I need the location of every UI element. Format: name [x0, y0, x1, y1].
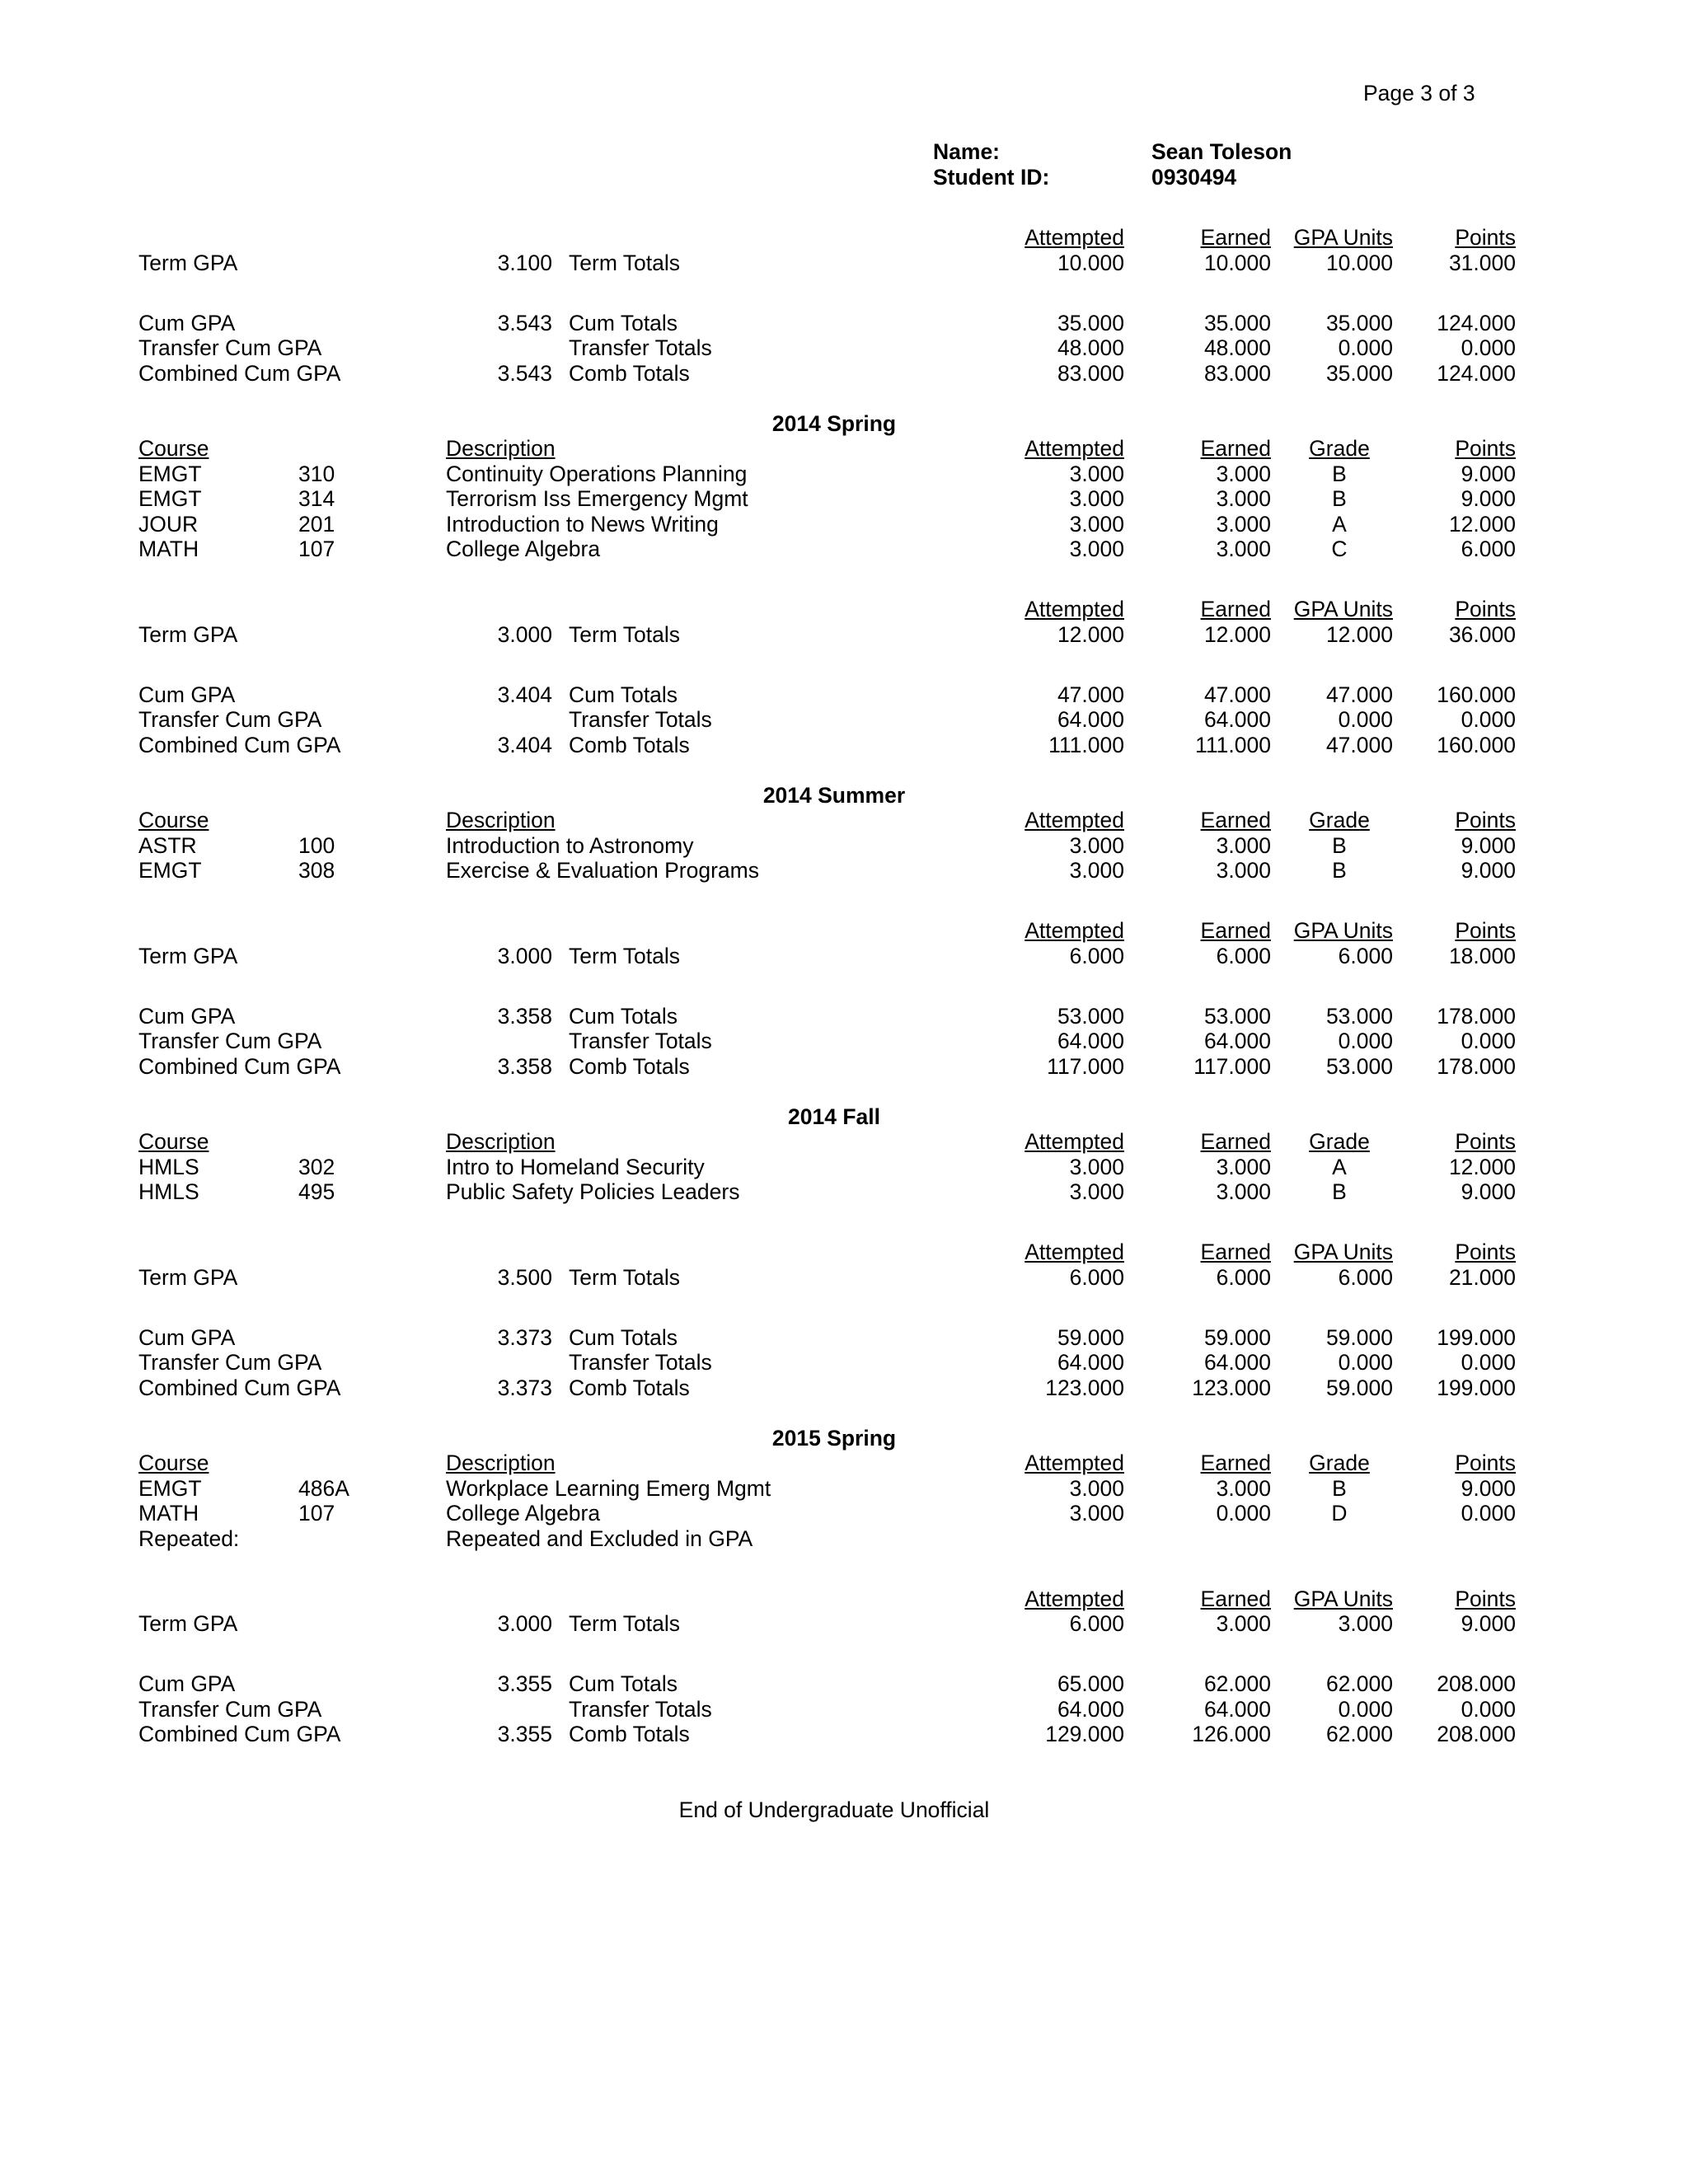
- course-subject: JOUR: [138, 511, 199, 537]
- course-attempted: 3.000: [1069, 486, 1124, 511]
- course-attempted: 3.000: [1069, 1501, 1124, 1526]
- term-gpa-units: 3.000: [1338, 1611, 1393, 1636]
- course-points: 6.000: [1461, 537, 1516, 561]
- term-gpa-units: 10.000: [1325, 250, 1393, 275]
- repeat-note-text: Repeated and Excluded in GPA: [446, 1526, 753, 1551]
- cum-label: Cum GPA: [138, 1003, 236, 1029]
- header-attempted: Attempted: [1025, 808, 1124, 832]
- cum-attempted: 47.000: [1057, 682, 1124, 707]
- term-title: 2014 Summer: [762, 782, 906, 808]
- comb-points: 160.000: [1437, 732, 1516, 757]
- comb-earned: 117.000: [1193, 1053, 1271, 1079]
- term-earned: 10.000: [1203, 250, 1271, 275]
- term-gpa: 3.500: [497, 1264, 552, 1290]
- course-points: 9.000: [1461, 1179, 1516, 1204]
- header-course: Course: [138, 1451, 209, 1475]
- course-number: 486A: [298, 1475, 349, 1501]
- course-points: 12.000: [1448, 1154, 1516, 1179]
- course-number: 310: [298, 461, 335, 486]
- term-totals-label: Term Totals: [569, 943, 680, 968]
- comb-gpa-units: 47.000: [1325, 732, 1393, 757]
- course-number: 314: [298, 486, 335, 511]
- transcript-footer: End of Undergraduate Unofficial: [678, 1797, 990, 1822]
- transfer-earned: 64.000: [1203, 1029, 1271, 1053]
- term-gpa-units: 12.000: [1325, 621, 1393, 647]
- term-totals-label: Term Totals: [569, 621, 680, 647]
- header-grade: Grade: [1309, 1451, 1370, 1475]
- course-points: 9.000: [1461, 832, 1516, 858]
- comb-attempted: 111.000: [1048, 732, 1124, 757]
- term-label: Term GPA: [138, 250, 238, 275]
- course-earned: 3.000: [1216, 858, 1271, 883]
- transfer-label: Transfer Cum GPA: [138, 335, 322, 360]
- cum-label: Cum GPA: [138, 1324, 236, 1350]
- transfer-attempted: 64.000: [1057, 1696, 1124, 1722]
- cum-gpa-units: 59.000: [1325, 1324, 1393, 1350]
- header-earned: Earned: [1200, 436, 1271, 461]
- course-description: Public Safety Policies Leaders: [446, 1179, 740, 1204]
- totals-header-earned: Earned: [1200, 1586, 1271, 1611]
- course-grade: B: [1332, 1179, 1347, 1204]
- header-attempted: Attempted: [1025, 1129, 1124, 1154]
- header-grade: Grade: [1309, 436, 1370, 461]
- term-label: Term GPA: [138, 1264, 238, 1290]
- comb-gpa: 3.358: [497, 1053, 552, 1079]
- course-description: College Algebra: [446, 1501, 601, 1526]
- cum-gpa-units: 47.000: [1325, 682, 1393, 707]
- comb-earned: 123.000: [1192, 1375, 1271, 1400]
- transfer-gpa-units: 0.000: [1338, 335, 1393, 360]
- term-label: Term GPA: [138, 621, 238, 647]
- transfer-points: 0.000: [1461, 1696, 1516, 1722]
- course-attempted: 3.000: [1069, 537, 1124, 561]
- course-subject: HMLS: [138, 1179, 199, 1204]
- header-course: Course: [138, 808, 209, 832]
- course-earned: 3.000: [1216, 1154, 1271, 1179]
- term-label: Term GPA: [138, 1611, 238, 1636]
- course-grade: B: [1332, 461, 1347, 486]
- course-description: Exercise & Evaluation Programs: [446, 858, 759, 883]
- course-points: 9.000: [1461, 1475, 1516, 1501]
- comb-earned: 111.000: [1195, 732, 1271, 757]
- header-description: Description: [446, 808, 556, 832]
- transfer-attempted: 64.000: [1057, 707, 1124, 732]
- transfer-totals-label: Transfer Totals: [569, 1696, 712, 1722]
- transfer-attempted: 64.000: [1057, 1350, 1124, 1375]
- cum-gpa: 3.404: [497, 682, 552, 707]
- comb-gpa: 3.543: [497, 360, 552, 386]
- course-number: 308: [298, 858, 335, 883]
- cum-gpa: 3.373: [497, 1324, 552, 1350]
- course-number: 100: [298, 832, 335, 858]
- term-label: Term GPA: [138, 943, 238, 968]
- header-earned: Earned: [1200, 808, 1271, 832]
- totals-header-points: Points: [1455, 1586, 1516, 1611]
- term-title: 2014 Spring: [771, 410, 897, 436]
- header-earned: Earned: [1200, 1129, 1271, 1154]
- transfer-gpa-units: 0.000: [1338, 1696, 1393, 1722]
- totals-header-attempted: Attempted: [1025, 597, 1124, 621]
- student-name-label: Name:: [933, 139, 1001, 164]
- totals-header-gpa-units: GPA Units: [1293, 1240, 1393, 1264]
- term-totals-label: Term Totals: [569, 1611, 680, 1636]
- cum-attempted: 59.000: [1057, 1324, 1124, 1350]
- cum-totals-label: Cum Totals: [569, 310, 678, 335]
- totals-header-attempted: Attempted: [1025, 1240, 1124, 1264]
- comb-gpa-units: 35.000: [1325, 360, 1393, 386]
- totals-header-points: Points: [1455, 918, 1516, 943]
- course-earned: 0.000: [1216, 1501, 1271, 1526]
- totals-header-earned: Earned: [1200, 225, 1271, 250]
- cum-points: 124.000: [1437, 310, 1516, 335]
- comb-gpa-units: 53.000: [1325, 1053, 1393, 1079]
- course-subject: ASTR: [138, 832, 197, 858]
- course-points: 9.000: [1461, 461, 1516, 486]
- transfer-earned: 64.000: [1203, 707, 1271, 732]
- course-points: 12.000: [1448, 511, 1516, 537]
- course-subject: HMLS: [138, 1154, 199, 1179]
- page-number: Page 3 of 3: [1363, 81, 1475, 105]
- header-points: Points: [1455, 1451, 1516, 1475]
- comb-earned: 126.000: [1192, 1722, 1271, 1746]
- comb-points: 178.000: [1437, 1053, 1516, 1079]
- student-id-label: Student ID:: [933, 165, 1050, 190]
- course-subject: EMGT: [138, 461, 202, 486]
- term-gpa-units: 6.000: [1338, 1264, 1393, 1290]
- course-grade: A: [1332, 1154, 1347, 1179]
- cum-points: 160.000: [1437, 682, 1516, 707]
- header-description: Description: [446, 1451, 556, 1475]
- transfer-attempted: 48.000: [1057, 335, 1124, 360]
- term-earned: 6.000: [1216, 1264, 1271, 1290]
- term-earned: 6.000: [1216, 943, 1271, 968]
- totals-header-attempted: Attempted: [1025, 225, 1124, 250]
- header-points: Points: [1455, 808, 1516, 832]
- course-earned: 3.000: [1216, 1475, 1271, 1501]
- course-number: 201: [298, 511, 335, 537]
- course-subject: EMGT: [138, 486, 202, 511]
- course-attempted: 3.000: [1069, 858, 1124, 883]
- transfer-totals-label: Transfer Totals: [569, 707, 712, 732]
- cum-attempted: 53.000: [1057, 1003, 1124, 1029]
- term-totals-label: Term Totals: [569, 1264, 680, 1290]
- term-points: 31.000: [1448, 250, 1516, 275]
- course-description: Workplace Learning Emerg Mgmt: [446, 1475, 771, 1501]
- course-description: College Algebra: [446, 537, 601, 561]
- term-attempted: 6.000: [1069, 1611, 1124, 1636]
- course-subject: EMGT: [138, 858, 202, 883]
- course-description: Introduction to Astronomy: [446, 832, 694, 858]
- student-name: Sean Toleson: [1151, 139, 1292, 164]
- course-grade: B: [1332, 486, 1347, 511]
- transfer-points: 0.000: [1461, 335, 1516, 360]
- totals-header-earned: Earned: [1200, 1240, 1271, 1264]
- totals-header-gpa-units: GPA Units: [1293, 918, 1393, 943]
- cum-label: Cum GPA: [138, 1671, 236, 1696]
- student-id: 0930494: [1151, 165, 1237, 190]
- course-description: Intro to Homeland Security: [446, 1154, 705, 1179]
- totals-header-gpa-units: GPA Units: [1293, 1586, 1393, 1611]
- comb-attempted: 83.000: [1057, 360, 1124, 386]
- totals-header-points: Points: [1455, 225, 1516, 250]
- course-description: Introduction to News Writing: [446, 511, 719, 537]
- header-earned: Earned: [1200, 1451, 1271, 1475]
- cum-totals-label: Cum Totals: [569, 1671, 678, 1696]
- comb-gpa: 3.373: [497, 1375, 552, 1400]
- cum-earned: 47.000: [1203, 682, 1271, 707]
- comb-gpa-units: 62.000: [1325, 1722, 1393, 1746]
- course-description: Terrorism Iss Emergency Mgmt: [446, 486, 748, 511]
- course-grade: D: [1331, 1501, 1348, 1526]
- term-gpa: 3.000: [497, 621, 552, 647]
- comb-attempted: 129.000: [1045, 1722, 1124, 1746]
- cum-totals-label: Cum Totals: [569, 1324, 678, 1350]
- comb-label: Combined Cum GPA: [138, 360, 341, 386]
- transfer-label: Transfer Cum GPA: [138, 1696, 322, 1722]
- header-attempted: Attempted: [1025, 1451, 1124, 1475]
- course-grade: B: [1332, 1475, 1347, 1501]
- course-subject: MATH: [138, 1501, 199, 1526]
- cum-gpa: 3.543: [497, 310, 552, 335]
- comb-label: Combined Cum GPA: [138, 1053, 341, 1079]
- cum-earned: 35.000: [1203, 310, 1271, 335]
- term-title: 2014 Fall: [788, 1104, 880, 1129]
- cum-totals-label: Cum Totals: [569, 1003, 678, 1029]
- transfer-earned: 48.000: [1203, 335, 1271, 360]
- course-grade: B: [1332, 832, 1347, 858]
- header-attempted: Attempted: [1025, 436, 1124, 461]
- course-grade: A: [1332, 511, 1347, 537]
- header-grade: Grade: [1309, 1129, 1370, 1154]
- course-attempted: 3.000: [1069, 461, 1124, 486]
- transfer-label: Transfer Cum GPA: [138, 1029, 322, 1053]
- course-subject: EMGT: [138, 1475, 202, 1501]
- totals-header-points: Points: [1455, 597, 1516, 621]
- course-description: Continuity Operations Planning: [446, 461, 748, 486]
- cum-attempted: 35.000: [1057, 310, 1124, 335]
- totals-header-gpa-units: GPA Units: [1293, 597, 1393, 621]
- cum-gpa-units: 62.000: [1325, 1671, 1393, 1696]
- cum-points: 178.000: [1437, 1003, 1516, 1029]
- course-points: 0.000: [1461, 1501, 1516, 1526]
- cum-gpa: 3.355: [497, 1671, 552, 1696]
- term-gpa: 3.000: [497, 1611, 552, 1636]
- header-description: Description: [446, 436, 556, 461]
- comb-label: Combined Cum GPA: [138, 1722, 341, 1746]
- term-attempted: 10.000: [1057, 250, 1124, 275]
- transfer-gpa-units: 0.000: [1338, 1350, 1393, 1375]
- course-attempted: 3.000: [1069, 1475, 1124, 1501]
- term-attempted: 6.000: [1069, 1264, 1124, 1290]
- comb-points: 208.000: [1437, 1722, 1516, 1746]
- course-attempted: 3.000: [1069, 511, 1124, 537]
- course-earned: 3.000: [1216, 486, 1271, 511]
- course-earned: 3.000: [1216, 537, 1271, 561]
- transfer-points: 0.000: [1461, 1350, 1516, 1375]
- course-number: 107: [298, 1501, 335, 1526]
- header-course: Course: [138, 436, 209, 461]
- course-attempted: 3.000: [1069, 1154, 1124, 1179]
- term-gpa: 3.100: [497, 250, 552, 275]
- course-grade: B: [1332, 858, 1347, 883]
- transfer-gpa-units: 0.000: [1338, 707, 1393, 732]
- totals-header-earned: Earned: [1200, 918, 1271, 943]
- term-points: 18.000: [1448, 943, 1516, 968]
- transfer-attempted: 64.000: [1057, 1029, 1124, 1053]
- transfer-totals-label: Transfer Totals: [569, 1350, 712, 1375]
- cum-label: Cum GPA: [138, 682, 236, 707]
- cum-attempted: 65.000: [1057, 1671, 1124, 1696]
- totals-header-gpa-units: GPA Units: [1293, 225, 1393, 250]
- header-grade: Grade: [1309, 808, 1370, 832]
- cum-totals-label: Cum Totals: [569, 682, 678, 707]
- term-gpa-units: 6.000: [1338, 943, 1393, 968]
- transfer-label: Transfer Cum GPA: [138, 1350, 322, 1375]
- course-subject: MATH: [138, 537, 199, 561]
- course-grade: C: [1331, 537, 1348, 561]
- transfer-totals-label: Transfer Totals: [569, 335, 712, 360]
- cum-label: Cum GPA: [138, 310, 236, 335]
- comb-totals-label: Comb Totals: [569, 1375, 690, 1400]
- transfer-earned: 64.000: [1203, 1350, 1271, 1375]
- totals-header-earned: Earned: [1200, 597, 1271, 621]
- comb-attempted: 123.000: [1045, 1375, 1124, 1400]
- cum-earned: 59.000: [1203, 1324, 1271, 1350]
- course-attempted: 3.000: [1069, 832, 1124, 858]
- cum-gpa-units: 53.000: [1325, 1003, 1393, 1029]
- comb-label: Combined Cum GPA: [138, 1375, 341, 1400]
- transfer-gpa-units: 0.000: [1338, 1029, 1393, 1053]
- comb-gpa: 3.404: [497, 732, 552, 757]
- comb-attempted: 117.000: [1047, 1053, 1124, 1079]
- comb-gpa-units: 59.000: [1325, 1375, 1393, 1400]
- term-points: 9.000: [1461, 1611, 1516, 1636]
- comb-totals-label: Comb Totals: [569, 1722, 690, 1746]
- comb-totals-label: Comb Totals: [569, 360, 690, 386]
- totals-header-attempted: Attempted: [1025, 1586, 1124, 1611]
- comb-points: 124.000: [1437, 360, 1516, 386]
- totals-header-points: Points: [1455, 1240, 1516, 1264]
- cum-points: 199.000: [1437, 1324, 1516, 1350]
- term-earned: 3.000: [1216, 1611, 1271, 1636]
- header-points: Points: [1455, 1129, 1516, 1154]
- term-gpa: 3.000: [497, 943, 552, 968]
- transfer-earned: 64.000: [1203, 1696, 1271, 1722]
- term-totals-label: Term Totals: [569, 250, 680, 275]
- course-attempted: 3.000: [1069, 1179, 1124, 1204]
- course-earned: 3.000: [1216, 832, 1271, 858]
- cum-points: 208.000: [1437, 1671, 1516, 1696]
- comb-earned: 83.000: [1203, 360, 1271, 386]
- comb-points: 199.000: [1437, 1375, 1516, 1400]
- course-points: 9.000: [1461, 858, 1516, 883]
- header-points: Points: [1455, 436, 1516, 461]
- course-earned: 3.000: [1216, 461, 1271, 486]
- header-description: Description: [446, 1129, 556, 1154]
- transfer-label: Transfer Cum GPA: [138, 707, 322, 732]
- term-attempted: 12.000: [1057, 621, 1124, 647]
- transfer-points: 0.000: [1461, 707, 1516, 732]
- cum-gpa: 3.358: [497, 1003, 552, 1029]
- repeat-note-label: Repeated:: [138, 1526, 240, 1551]
- course-earned: 3.000: [1216, 1179, 1271, 1204]
- cum-earned: 62.000: [1203, 1671, 1271, 1696]
- term-points: 36.000: [1448, 621, 1516, 647]
- course-earned: 3.000: [1216, 511, 1271, 537]
- comb-totals-label: Comb Totals: [569, 732, 690, 757]
- term-title: 2015 Spring: [771, 1425, 897, 1451]
- transfer-points: 0.000: [1461, 1029, 1516, 1053]
- comb-totals-label: Comb Totals: [569, 1053, 690, 1079]
- comb-label: Combined Cum GPA: [138, 732, 341, 757]
- transfer-totals-label: Transfer Totals: [569, 1029, 712, 1053]
- term-points: 21.000: [1448, 1264, 1516, 1290]
- header-course: Course: [138, 1129, 209, 1154]
- cum-earned: 53.000: [1203, 1003, 1271, 1029]
- term-attempted: 6.000: [1069, 943, 1124, 968]
- cum-gpa-units: 35.000: [1325, 310, 1393, 335]
- course-points: 9.000: [1461, 486, 1516, 511]
- course-number: 495: [298, 1179, 335, 1204]
- course-number: 107: [298, 537, 335, 561]
- course-number: 302: [298, 1154, 335, 1179]
- term-earned: 12.000: [1203, 621, 1271, 647]
- comb-gpa: 3.355: [497, 1722, 552, 1746]
- totals-header-attempted: Attempted: [1025, 918, 1124, 943]
